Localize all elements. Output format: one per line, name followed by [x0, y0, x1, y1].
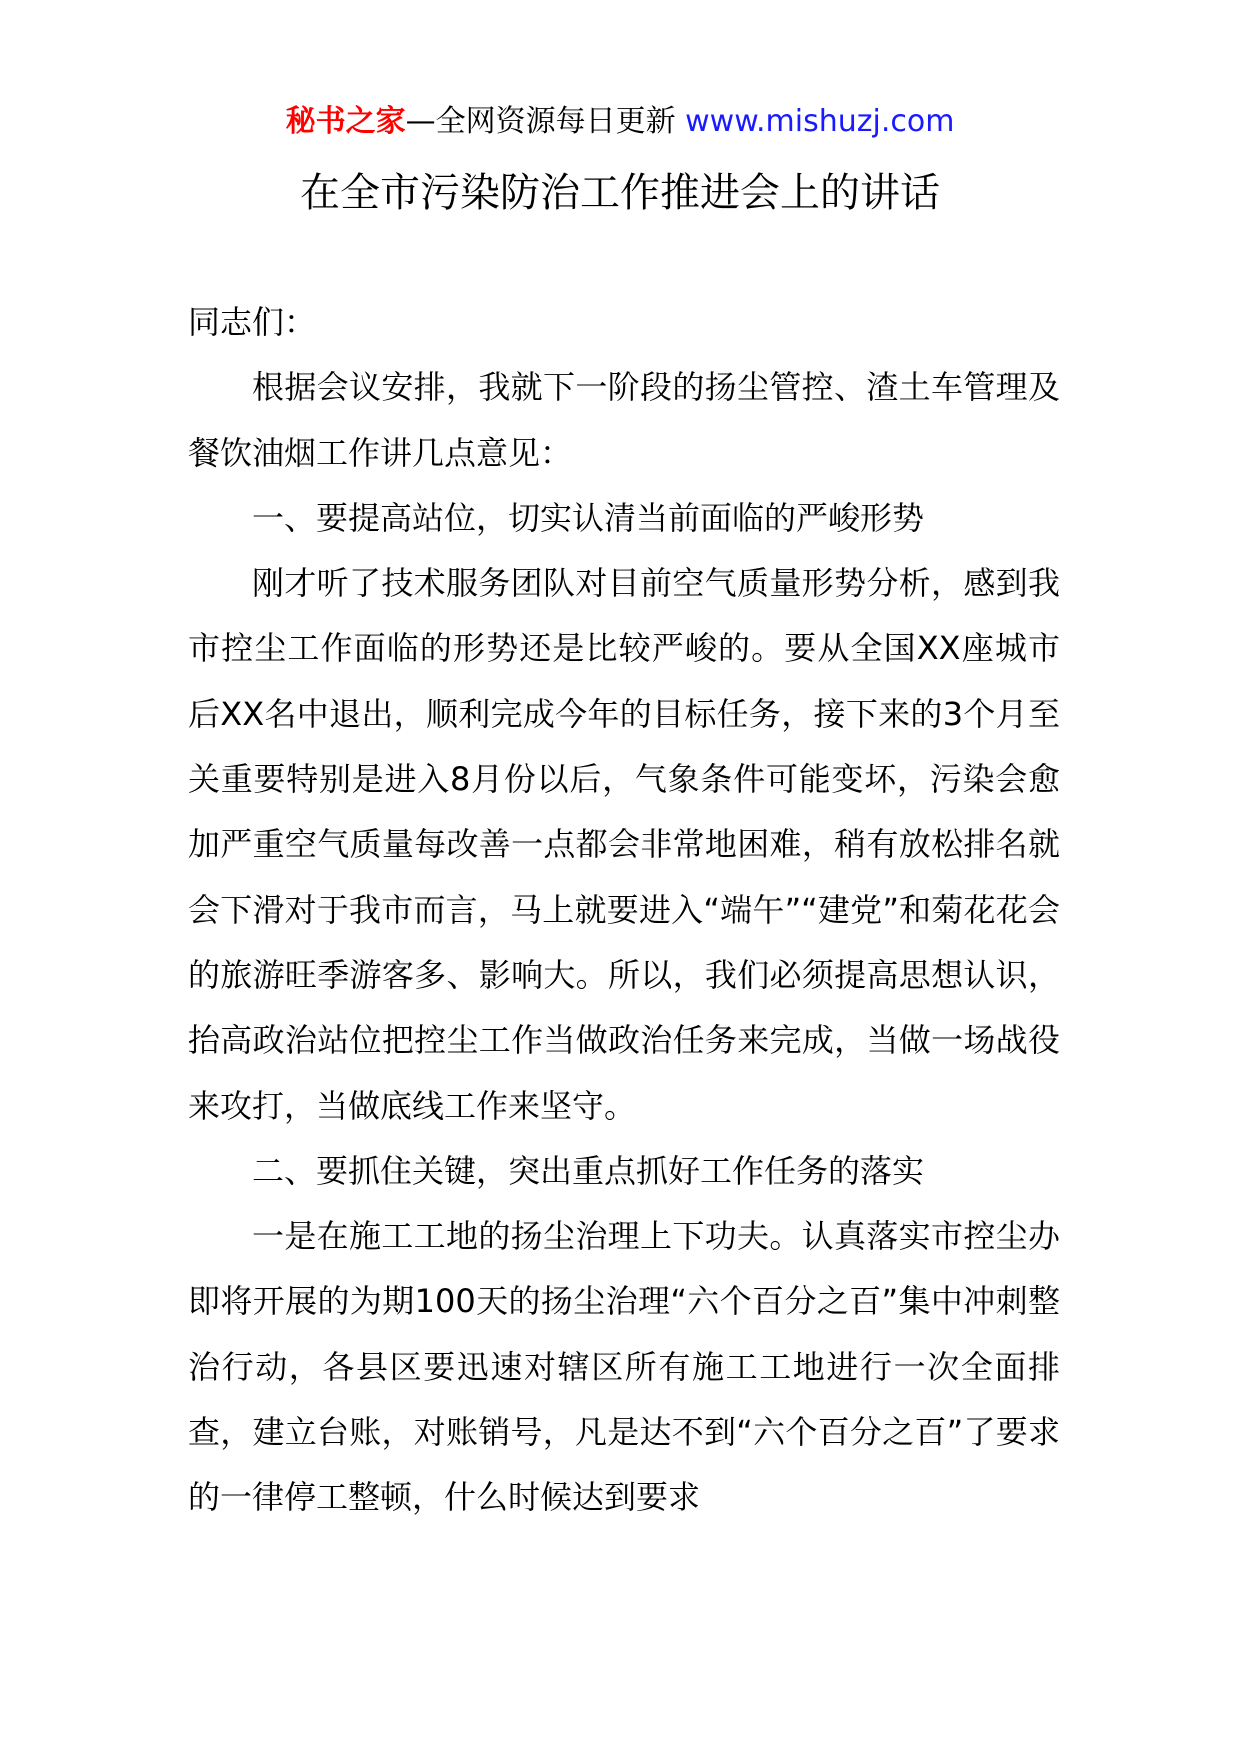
- paragraph-intro: 根据会议安排，我就下一阶段的扬尘管控、渣土车管理及餐饮油烟工作讲几点意见：: [188, 368, 1060, 472]
- site-tagline: —全网资源每日更新: [405, 104, 686, 139]
- document-body: [188, 290, 1060, 1531]
- paragraph-section-1: 刚才听了技术服务团队对目前空气质量形势分析，感到我市控尘工作面临的形势还是比较严峻的。要从全国XX座城市后XX名中退出，顺利完成今年的目标任务，接下来的3个月至关重要特别是进入8月份以后，气象条件可能变坏，污染会愈加严重空气质量每改善一点都会非常地困难，稍有放松排名就会下滑对于我市而言，马上就要进入“端午”“建党”和菊花花会的旅游旺季游客多、影响大。所以，我们必须提高思想认识，抬高政治站位把控尘工作当做政治任务来完成，当做一场战役来攻打，当做底线工作来坚守。: [188, 564, 1060, 1125]
- section-heading-1: 一、要提高站位，切实认清当前面临的严峻形势: [252, 498, 925, 537]
- section-heading-2: 二、要抓住关键，突出重点抓好工作任务的落实: [252, 1151, 925, 1190]
- site-url-link[interactable]: www.mishuzj.com: [685, 104, 955, 139]
- site-brand: 秘书之家: [285, 104, 406, 139]
- document-title: 在全市污染防治工作推进会上的讲话: [300, 170, 940, 216]
- paragraph-section-2: 一是在施工工地的扬尘治理上下功夫。认真落实市控尘办即将开展的为期100天的扬尘治理“六个百分之百”集中冲刺整治行动，各县区要迅速对辖区所有施工工地进行一次全面排查，建立台账，对账销号，凡是达不到“六个百分之百”了要求的一律停工整顿，什么时候达到要求: [188, 1217, 1060, 1517]
- site-header: [0, 100, 1240, 144]
- greeting: 同志们：: [188, 303, 317, 341]
